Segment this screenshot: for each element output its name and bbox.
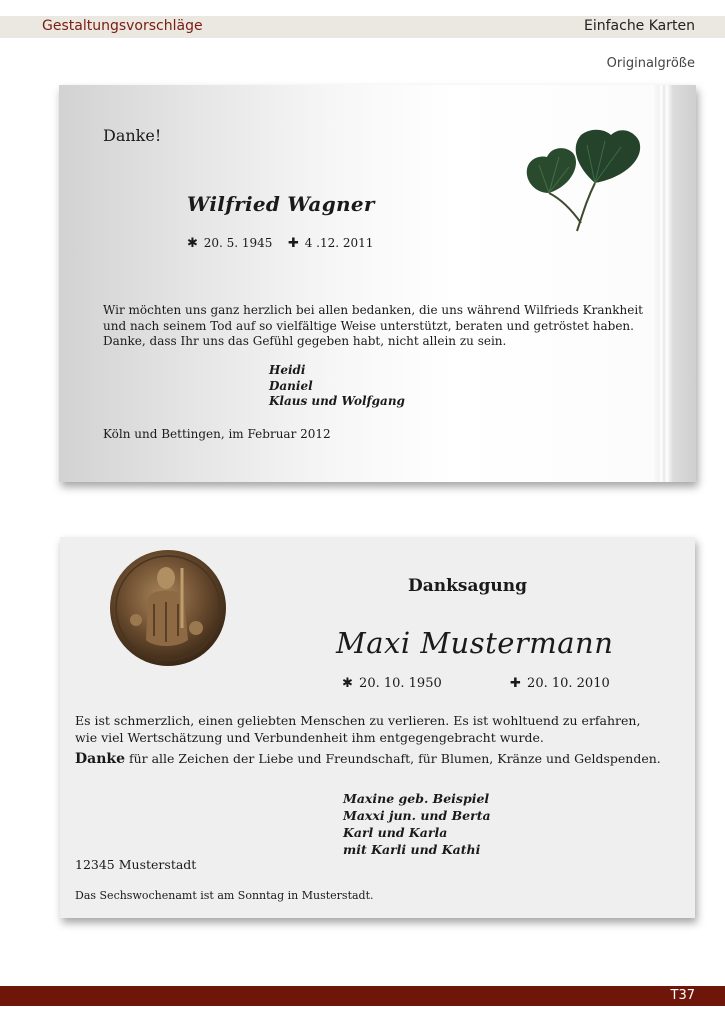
signature: Daniel xyxy=(269,378,313,393)
signature: Klaus und Wolfgang xyxy=(269,394,405,408)
condolence-text xyxy=(75,712,685,746)
text-line: Danke, dass Ihr uns das Gefühl gegeben habt, nicht allein zu sein. xyxy=(103,334,507,348)
death-date: 20. 10. 2010 xyxy=(527,676,610,691)
card-title: Danksagung xyxy=(408,576,527,596)
card-maxi-mustermann xyxy=(60,537,695,918)
thank-you-text xyxy=(103,303,663,350)
footer-bar xyxy=(0,986,725,1006)
place-date: Köln und Bettingen, im Februar 2012 xyxy=(103,427,331,441)
text-line: wie viel Wertschätzung und Verbundenheit ihm entgegengebracht wurde. xyxy=(75,730,544,745)
signature: Maxxi jun. und Berta xyxy=(343,808,491,823)
text-line: Wir möchten uns ganz herzlich bei allen bedanken, die uns während Wilfrieds Krankheit xyxy=(103,303,643,317)
card-greeting: Danke! xyxy=(103,126,162,145)
signatures xyxy=(269,363,405,410)
signature: Karl und Karla xyxy=(343,825,448,840)
signature: mit Karli und Kathi xyxy=(343,842,481,857)
ginkgo-leaves-icon xyxy=(525,123,643,233)
size-note: Originalgröße xyxy=(606,56,695,71)
birth-date: 20. 10. 1950 xyxy=(359,676,442,691)
death-cross-icon: ✚ xyxy=(288,236,299,251)
bronze-medallion-icon xyxy=(108,548,228,668)
mass-note: Das Sechswochenamt ist am Sonntag in Musterstadt. xyxy=(75,889,374,902)
deceased-name: Maxi Mustermann xyxy=(336,626,614,660)
thanks-rest: für alle Zeichen der Liebe und Freundschaft, für Blumen, Kränze und Geldspenden. xyxy=(125,751,661,766)
death-date-group xyxy=(510,676,610,691)
signature: Maxine geb. Beispiel xyxy=(343,791,490,806)
birth-date-group xyxy=(187,236,272,250)
death-date-group xyxy=(288,236,373,251)
section-title: Gestaltungsvorschläge xyxy=(42,18,203,34)
category-title: Einfache Karten xyxy=(584,18,695,34)
death-date: 4 .12. 2011 xyxy=(304,236,374,250)
signatures xyxy=(343,790,491,858)
birth-star-icon: ✱ xyxy=(342,676,353,691)
header-bar xyxy=(0,16,725,38)
place: 12345 Musterstadt xyxy=(75,857,197,872)
deceased-name: Wilfried Wagner xyxy=(187,192,375,216)
birth-star-icon: ✱ xyxy=(187,236,198,251)
card-edge xyxy=(654,85,696,482)
birth-date: 20. 5. 1945 xyxy=(203,236,273,250)
thanks-line xyxy=(75,751,661,767)
text-line: Es ist schmerzlich, einen geliebten Menschen zu verlieren. Es ist wohltuend zu erfahren, xyxy=(75,713,641,728)
life-dates xyxy=(342,676,610,691)
thanks-word: Danke xyxy=(75,751,125,767)
life-dates xyxy=(187,236,374,251)
card-wilfried-wagner xyxy=(59,85,696,482)
signature: Heidi xyxy=(269,363,306,377)
birth-date-group xyxy=(342,676,442,691)
page-number: T37 xyxy=(670,988,695,1003)
text-line: und nach seinem Tod auf so vielfältige Weise unterstützt, beraten und getröstet haben. xyxy=(103,318,634,333)
death-cross-icon: ✚ xyxy=(510,676,521,691)
